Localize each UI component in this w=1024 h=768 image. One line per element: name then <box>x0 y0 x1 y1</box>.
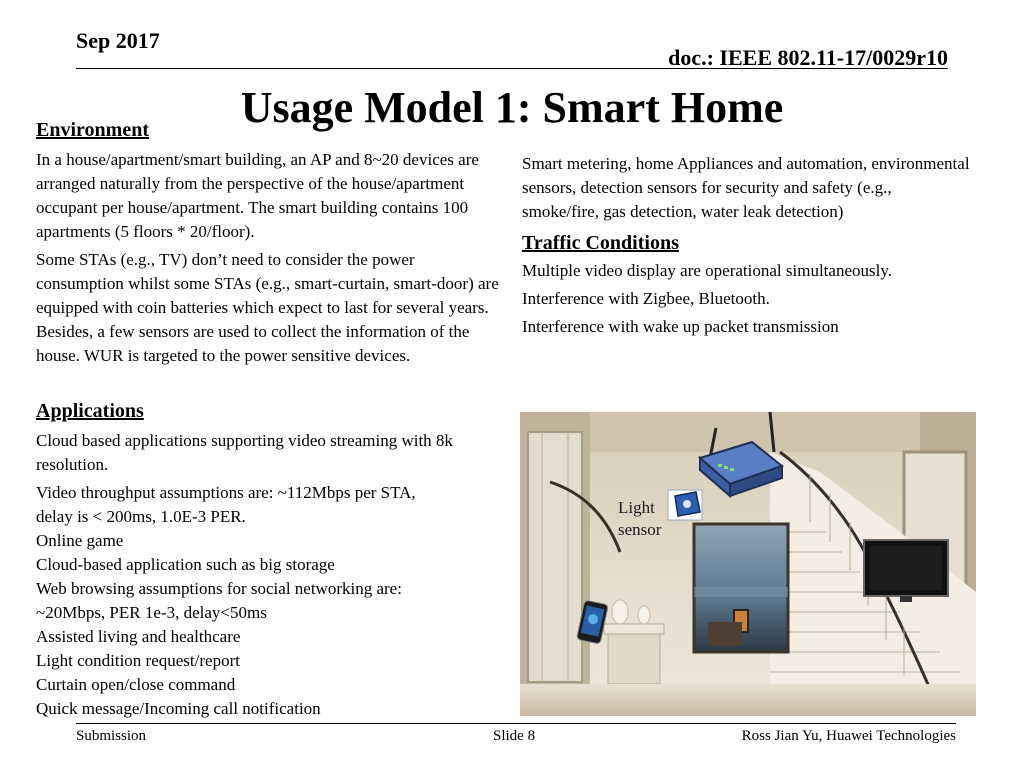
header-divider <box>76 68 948 69</box>
right-text-section <box>522 152 972 339</box>
traffic-line: Interference with Zigbee, Bluetooth. <box>522 289 770 308</box>
footer-slide-number: Slide 8 <box>493 728 536 744</box>
applications-line: delay is < 200ms, 1.0E-3 PER. <box>36 507 246 526</box>
applications-line: Curtain open/close command <box>36 675 236 694</box>
applications-heading: Applications <box>36 400 144 422</box>
footer-submission: Submission <box>76 728 147 744</box>
footer-author: Ross Jian Yu, Huawei Technologies <box>741 728 956 744</box>
header-date: Sep 2017 <box>76 28 160 53</box>
applications-line: Online game <box>36 531 124 550</box>
devices-description: Smart metering, home Appliances and automation, environmental sensors, detection sensors for security and safety (e.g., smoke/fire, gas detection, water leak detection) <box>522 154 970 221</box>
applications-line: Quick message/Incoming call notification <box>36 699 321 718</box>
environment-para-2: Some STAs (e.g., TV) don’t need to consider the power consumption whilst some STAs (e.g., smart-curtain, smart-door) are equipped with coin batteries which expect to last for several years. Besides, a few sensors are used to collect the information of the house. WUR is targeted to the power sensitive devices. <box>36 250 499 365</box>
applications-line: Video throughput assumptions are: ~112Mbps per STA, <box>36 483 416 502</box>
applications-section <box>36 400 506 721</box>
applications-para-1: Cloud based applications supporting video streaming with 8k resolution. <box>36 431 453 474</box>
traffic-line: Interference with wake up packet transmission <box>522 317 839 336</box>
applications-line: Light condition request/report <box>36 651 240 670</box>
applications-line: Cloud-based application such as big storage <box>36 555 335 574</box>
light-sensor-label-line-1: Light <box>618 498 655 517</box>
footer-divider <box>76 723 956 724</box>
traffic-conditions-heading: Traffic Conditions <box>522 232 679 254</box>
header-doc-id: doc.: IEEE 802.11-17/0029r10 <box>668 45 948 70</box>
applications-line: Web browsing assumptions for social networking are: <box>36 579 402 598</box>
environment-para-1: In a house/apartment/smart building, an AP and 8~20 devices are arranged naturally from the perspective of the house/apartment occupant per house/apartment. The smart building contains 100 apartments (5 floors * 20/floor). <box>36 150 479 241</box>
traffic-line: Multiple video display are operational simultaneously. <box>522 261 892 280</box>
slide-title: Usage Model 1: Smart Home <box>240 83 784 132</box>
applications-list <box>36 481 506 721</box>
smart-home-photo <box>520 412 976 716</box>
light-sensor-label-line-2: sensor <box>618 520 662 539</box>
environment-section <box>36 119 506 368</box>
applications-line: ~20Mbps, PER 1e-3, delay<50ms <box>36 603 267 622</box>
applications-line: Assisted living and healthcare <box>36 627 241 646</box>
environment-heading: Environment <box>36 119 149 141</box>
light-sensor-label <box>618 497 661 541</box>
